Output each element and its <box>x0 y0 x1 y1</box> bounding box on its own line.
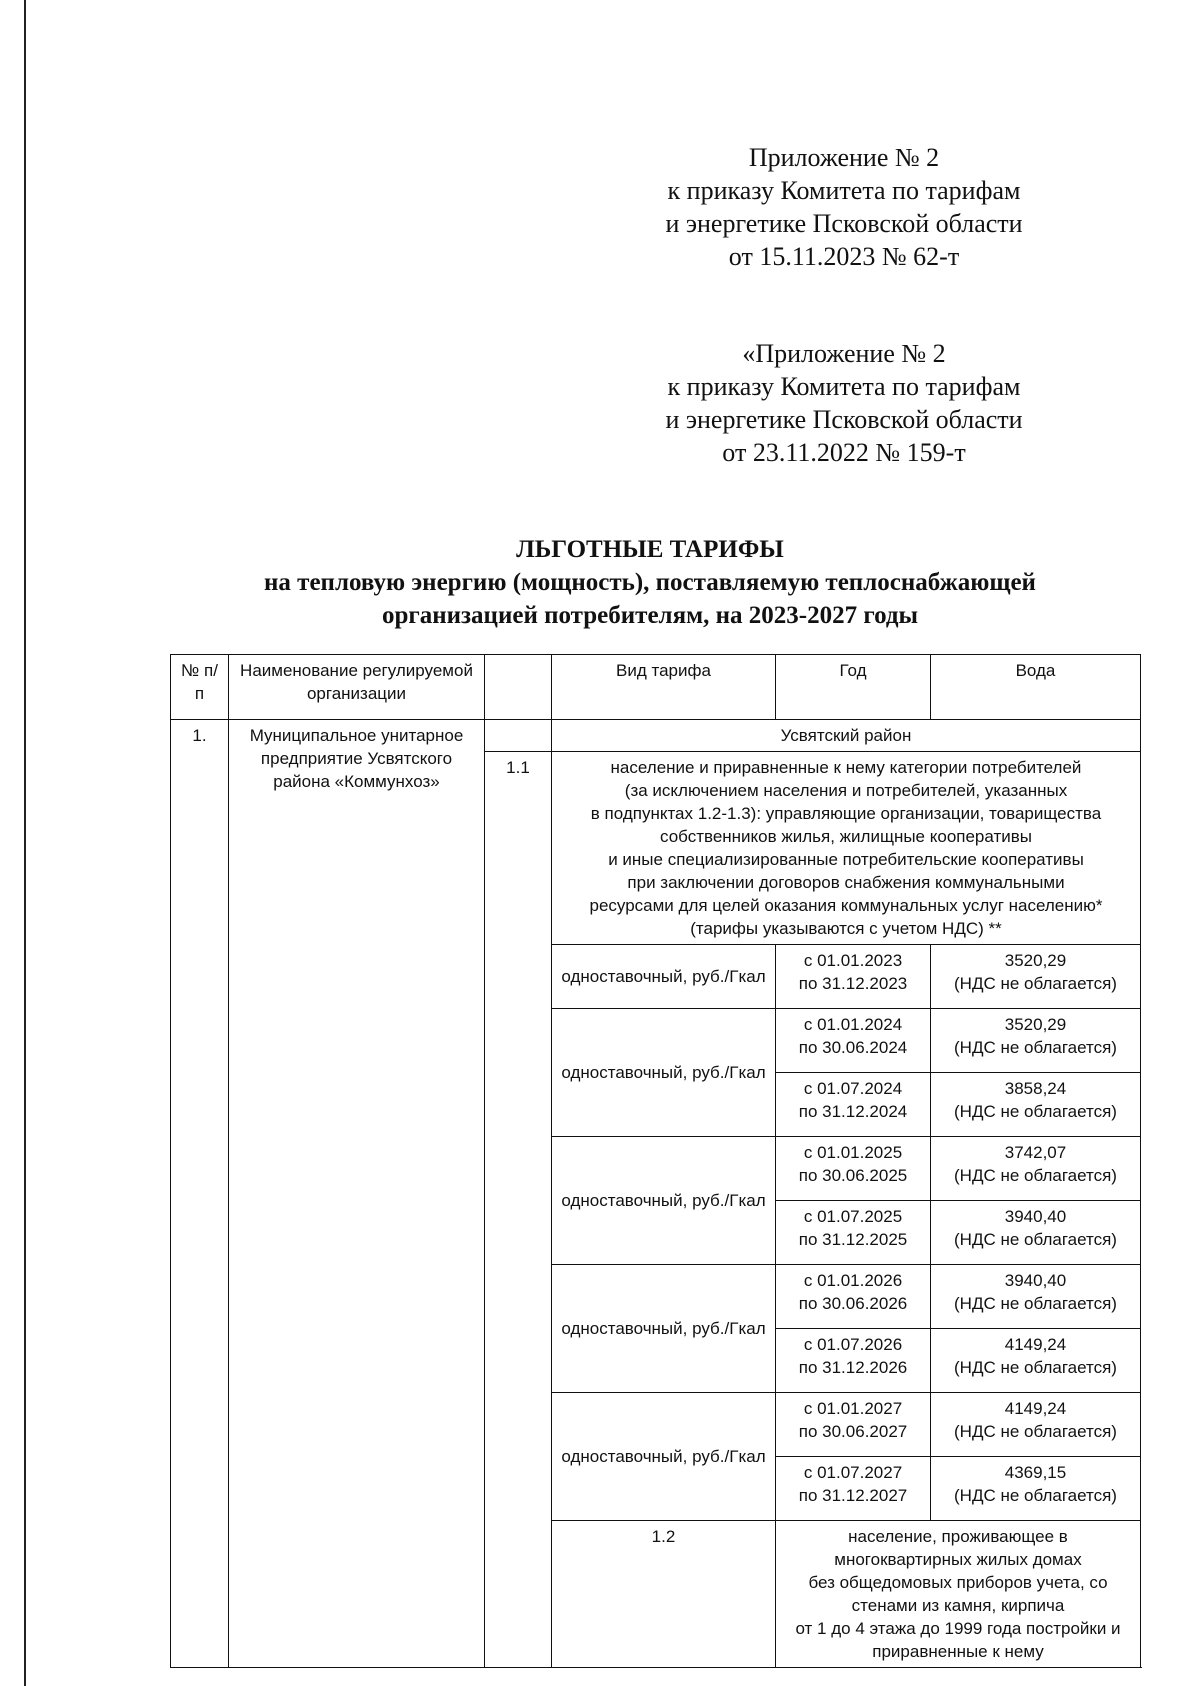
period-cell: с 01.01.2023 по 31.12.2023 <box>776 945 931 1009</box>
description-line: ресурсами для целей оказания коммунальных услуг населению* <box>589 896 1103 915</box>
header-year: Год <box>776 655 931 720</box>
tariff-table <box>170 654 1141 1668</box>
rate-value-cell: 4149,24 (НДС не облагается) <box>931 1393 1141 1457</box>
tariff-type-cell: одноставочный, руб./Гкал <box>552 1009 776 1137</box>
rate-value-cell: 4369,15 (НДС не облагается) <box>931 1457 1141 1521</box>
tariff-type-cell: одноставочный, руб./Гкал <box>552 1265 776 1393</box>
period-cell: с 01.07.2026 по 31.12.2026 <box>776 1329 931 1393</box>
tariff-type-cell: одноставочный, руб./Гкал <box>552 1393 776 1521</box>
header-sub <box>485 655 552 720</box>
description-line: без общедомовых приборов учета, со стенами из камня, кирпича <box>808 1573 1108 1615</box>
rate-value-cell: 3940,40 (НДС не облагается) <box>931 1265 1141 1329</box>
period-cell: с 01.07.2025 по 31.12.2025 <box>776 1201 931 1265</box>
table-row <box>171 720 1141 752</box>
tariff-type-cell: одноставочный, руб./Гкал <box>552 945 776 1009</box>
title-line: на тепловую энергию (мощность), поставляемую теплоснабжающей <box>264 569 1036 596</box>
header-water: Вода <box>931 655 1141 720</box>
title-line: ЛЬГОТНЫЕ ТАРИФЫ <box>516 536 784 563</box>
description-line: при заключении договоров снабжения коммунальными <box>627 873 1065 892</box>
description-line: (за исключением населения и потребителей, указанных <box>624 781 1068 800</box>
description-line: и иные специализированные потребительские кооперативы <box>608 850 1084 869</box>
table-header-row <box>171 655 1141 720</box>
appendix-line: от 15.11.2023 № 62-т <box>728 242 960 271</box>
period-cell: с 01.07.2024 по 31.12.2024 <box>776 1073 931 1137</box>
rate-value-cell: 3858,24 (НДС не облагается) <box>931 1073 1141 1137</box>
appendix-line: к приказу Комитета по тарифам <box>667 176 1021 205</box>
header-num: № п/п <box>171 655 229 720</box>
appendix-line: к приказу Комитета по тарифам <box>667 372 1021 401</box>
description-line: население и приравненные к нему категории потребителей <box>610 758 1082 777</box>
row-number: 1. <box>171 720 229 1668</box>
description-line: в подпунктах 1.2-1.3): управляющие организации, товарищества <box>590 804 1102 823</box>
region-name: Усвятский район <box>552 720 1141 752</box>
consumer-category-description <box>552 752 1141 945</box>
consumer-category-description <box>776 1521 1141 1668</box>
description-line: (тарифы указываются с учетом НДС) ** <box>690 919 1002 938</box>
appendix-line: и энергетике Псковской области <box>665 209 1023 238</box>
header-tariff-type: Вид тарифа <box>552 655 776 720</box>
tariff-type-cell: одноставочный, руб./Гкал <box>552 1137 776 1265</box>
appendix-previous <box>604 337 1084 469</box>
org-name: Муниципальное унитарное предприятие Усвятского района «Коммунхоз» <box>229 720 485 1668</box>
title-line: организацией потребителям, на 2023-2027 годы <box>381 602 919 629</box>
rate-value-cell: 3520,29 (НДС не облагается) <box>931 1009 1141 1073</box>
description-line: население, проживающее в многоквартирных жилых домах <box>834 1527 1082 1569</box>
sub-number: 1.1 <box>485 752 552 1668</box>
page-edge-line <box>24 0 26 1686</box>
rate-value-cell: 3940,40 (НДС не облагается) <box>931 1201 1141 1265</box>
empty-cell <box>485 720 552 752</box>
rate-value-cell: 4149,24 (НДС не облагается) <box>931 1329 1141 1393</box>
appendix-current <box>604 141 1084 273</box>
period-cell: с 01.01.2026 по 30.06.2026 <box>776 1265 931 1329</box>
description-line: собственников жилья, жилищные кооперативы <box>660 827 1032 846</box>
appendix-line: от 23.11.2022 № 159-т <box>722 438 966 467</box>
sub-number: 1.2 <box>552 1521 776 1668</box>
appendix-line: и энергетике Псковской области <box>665 405 1023 434</box>
period-cell: с 01.01.2027 по 30.06.2027 <box>776 1393 931 1457</box>
appendix-line: Приложение № 2 <box>748 143 940 172</box>
document-title <box>170 533 1130 632</box>
period-cell: с 01.01.2024 по 30.06.2024 <box>776 1009 931 1073</box>
rate-value-cell: 3742,07 (НДС не облагается) <box>931 1137 1141 1201</box>
period-cell: с 01.07.2027 по 31.12.2027 <box>776 1457 931 1521</box>
rate-value-cell: 3520,29 (НДС не облагается) <box>931 945 1141 1009</box>
description-line: от 1 до 4 этажа до 1999 года постройки и приравненные к нему <box>795 1619 1121 1661</box>
header-org: Наименование регулируемой организации <box>229 655 485 720</box>
appendix-line: «Приложение № 2 <box>742 339 946 368</box>
period-cell: с 01.01.2025 по 30.06.2025 <box>776 1137 931 1201</box>
